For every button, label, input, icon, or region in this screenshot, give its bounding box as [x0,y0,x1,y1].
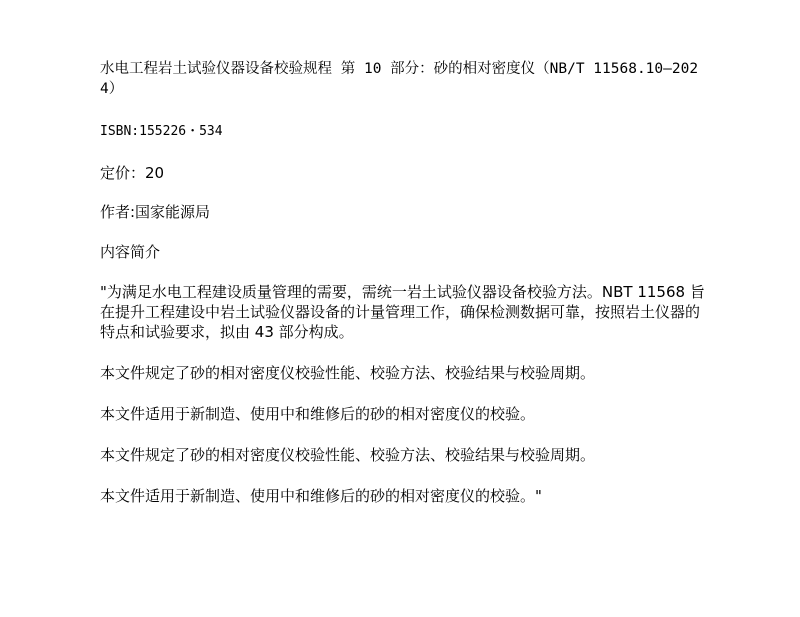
intro-paragraph: 本文件规定了砂的相对密度仪校验性能、校验方法、校验结果与校验周期。 [100,446,596,464]
intro-paragraph: 本文件适用于新制造、使用中和维修后的砂的相对密度仪的校验。" [100,487,542,505]
author-line: 作者:国家能源局 [100,203,211,221]
intro-paragraph: "为满足水电工程建设质量管理的需要，需统一岩土试验仪器设备校验方法。NBT 11568 旨在提升工程建设中岩土试验仪器设备的计量管理工作，确保检测数据可靠，按照岩土仪器的特点和试验要求，拟由 43 部分构成。 [100,283,705,341]
isbn-line: ISBN:155226・534 [100,124,223,139]
intro-heading: 内容简介 [100,243,161,261]
price-line: 定价：20 [100,164,165,182]
intro-paragraph: 本文件适用于新制造、使用中和维修后的砂的相对密度仪的校验。 [100,405,536,423]
book-description [100,59,710,506]
book-title: 水电工程岩土试验仪器设备校验规程 第 10 部分：砂的相对密度仪（NB/T 11568.10—2024） [100,61,699,97]
intro-paragraph: 本文件规定了砂的相对密度仪校验性能、校验方法、校验结果与校验周期。 [100,364,596,382]
